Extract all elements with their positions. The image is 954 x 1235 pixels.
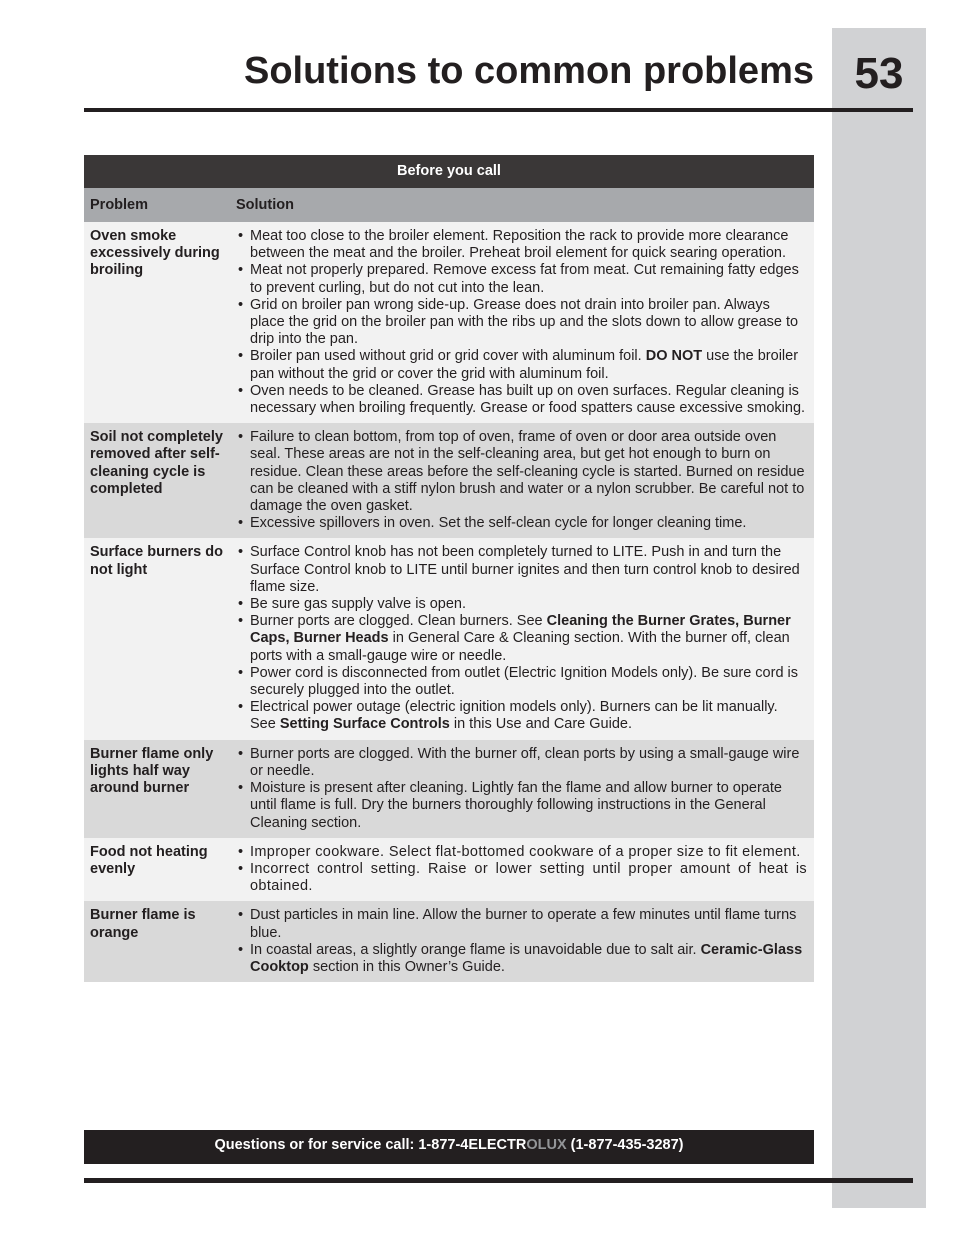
solution-list [234,429,807,532]
footer-text-prefix: Questions or for service call: 1-877-4ELECTR [214,1137,527,1153]
service-call-footer [84,1130,814,1164]
bullet-icon: • [238,228,244,244]
solution-text: Oven needs to be cleaned. Grease has built up on oven surfaces. Regular cleaning is necessary when broiling frequently. Grease or food spatters cause excessive smoking. [250,382,806,417]
problem-cell: Surface burners do not light [90,544,223,578]
bullet-icon: • [238,296,244,313]
troubleshooting-table [84,155,814,982]
solution-emphasis: Cleaning the Burner Grates, Burner Caps, Burner Heads [250,613,791,647]
footer-text-suffix: (1-877-435-3287) [566,1137,684,1153]
bullet-icon: • [238,429,244,446]
solution-item [234,861,807,895]
solution-text: Grid on broiler pan wrong side-up. Grease does not drain into broiler pan. Always place the grid on the broiler pan with the ribs up and the slots down to allow grease to drip into the pan. [250,296,799,348]
solution-item [234,596,807,613]
solution-cell [234,740,814,838]
solution-text: Broiler pan used without grid or grid cover with aluminum foil. [250,348,646,365]
bullet-icon: • [238,780,244,797]
solution-list [234,907,807,976]
side-strip [832,28,926,1208]
solution-list [234,844,807,896]
solution-cell [234,901,814,982]
bullet-icon: • [238,544,244,561]
title-rule [84,108,913,112]
solution-list [234,544,807,733]
solution-item [234,746,807,780]
bullet-icon: • [238,860,244,877]
solution-text: section in this Owner’s Guide. [308,958,505,975]
column-header-solution: Solution [236,197,294,213]
solution-cell [234,222,814,423]
solution-list [234,746,807,832]
bullet-icon: • [238,515,244,532]
solution-item [234,383,807,417]
problem-cell: Burner flame only lights half way around burner [90,745,214,797]
solution-item [234,544,807,596]
solution-text: Burner ports are clogged. Clean burners. See [250,613,547,630]
before-you-call-banner: Before you call [84,155,814,188]
solution-item [234,262,807,296]
solution-item [234,348,807,382]
solution-text: in this Use and Care Guide. [449,716,632,733]
solution-text: use the broiler pan without the grid or cover the grid with aluminum foil. [250,348,799,382]
solution-emphasis: DO NOT [645,348,703,365]
solution-item [234,780,807,832]
bullet-icon: • [238,613,244,630]
solution-text: Moisture is present after cleaning. Lightly fan the flame and allow burner to operate until flame is full. Dry the burners thoroughly following instructions in the General Cleaning section. [250,780,782,831]
solution-text: In coastal areas, a slightly orange flame is unavoidable due to salt air. [250,941,701,958]
page-title: Solutions to common problems [243,50,814,92]
solution-item [234,699,807,733]
bullet-icon: • [238,745,244,762]
solution-item [234,613,807,665]
problem-cell: Soil not completely removed after self-cleaning cycle is completed [90,429,223,497]
solution-text: Surface Control knob has not been completely turned to LITE. Push in and turn the Surface Control knob to LITE until burner ignites and then turn control knob to desired flame size. [250,544,800,595]
solution-item [234,665,807,699]
solution-text: Power cord is disconnected from outlet (Electric Ignition Models only). Be sure cord is securely plugged into the outlet. [250,664,799,699]
solution-text: Meat too close to the broiler element. Reposition the rack to provide more clearance between the meat and the broiler. Preheat broil element for quick searing operation. [250,228,789,262]
bullet-icon: • [238,596,244,613]
solution-text: Improper cookware. Select flat-bottomed cookware of a proper size to fit element. [250,843,801,860]
problem-cell: Burner flame is orange [90,907,196,941]
solution-emphasis: Ceramic-Glass Cooktop [250,941,803,975]
solution-cell [234,538,814,739]
solution-item [234,515,807,532]
bullet-icon: • [238,262,244,279]
footer-brand-grey: OLUX [526,1137,567,1153]
problem-cell: Oven smoke excessively during broiling [90,228,220,279]
table-header-row [84,188,814,222]
solution-item [234,942,807,976]
table-row [84,423,814,538]
solution-text: Meat not properly prepared. Remove excess fat from meat. Cut remaining fatty edges to prevent curling, but do not cut into the lean. [250,262,799,296]
solution-item [234,844,807,861]
solution-item [234,297,807,349]
solution-cell [234,838,814,902]
bottom-rule [84,1178,913,1183]
column-header-problem: Problem [90,197,149,213]
solution-item [234,228,807,262]
bullet-icon: • [238,382,244,399]
solution-text: in General Care & Cleaning section. With the burner off, clean ports with a small-gauge wire or needle. [250,630,790,664]
page-number: 53 [854,49,904,98]
solution-cell [234,423,814,538]
solution-text: Be sure gas supply valve is open. [250,596,467,613]
solution-text: Electrical power outage (electric ignition models only). Burners can be lit manually. See [250,699,778,733]
bullet-icon: • [238,907,244,924]
bullet-icon: • [238,664,244,681]
table-row [84,901,814,982]
table-body [84,222,814,982]
table-row [84,538,814,739]
table-row [84,222,814,423]
table-row [84,838,814,902]
bullet-icon: • [238,348,244,365]
table-row [84,740,814,838]
solution-text: Failure to clean bottom, from top of oven, frame of oven or door area outside oven seal. These areas are not in the self-cleaning area, but get hot enough to burn on residue. Clean these areas before the self-cleaning cycle is started. Burned on residue can be cleaned with a stiff nylon brush and water or a nylon scrubber. Be careful not to damage the oven gasket. [250,429,805,515]
solution-list [234,228,807,417]
bullet-icon: • [238,699,244,716]
solution-emphasis: Setting Surface Controls [279,716,450,733]
solution-text: Dust particles in main line. Allow the burner to operate a few minutes until flame turns blue. [250,907,797,941]
solution-text: Burner ports are clogged. With the burner off, clean ports by using a small-gauge wire or needle. [250,745,800,779]
solution-text: Excessive spillovers in oven. Set the self-clean cycle for longer cleaning time. [250,515,747,532]
solution-text: Incorrect control setting. Raise or lower setting until proper amount of heat is obtained. [250,860,807,895]
problem-cell: Food not heating evenly [90,843,208,877]
bullet-icon: • [238,941,244,958]
bullet-icon: • [238,843,244,860]
solution-item [234,907,807,941]
solution-item [234,429,807,515]
